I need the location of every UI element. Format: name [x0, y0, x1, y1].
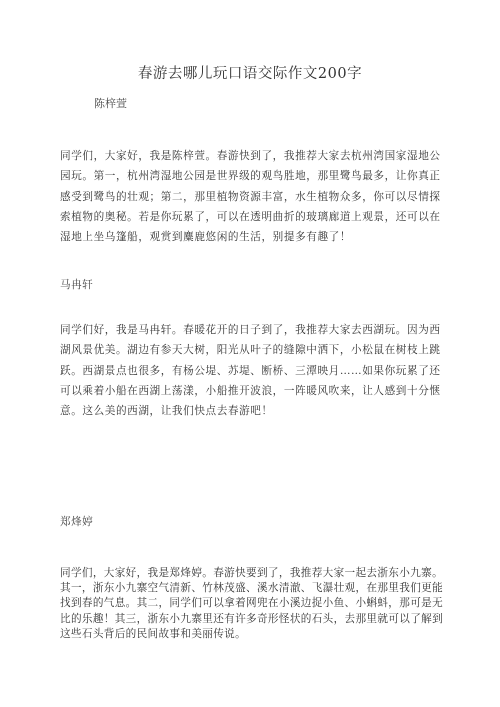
author-name: 郑烽婷: [60, 516, 94, 528]
paragraph-1: 同学们，大家好，我是陈梓萱。春游快到了，我推荐大家去杭州湾国家湿地公园玩。第一，杭州湾湿地公园是世界级的观鸟胜地，那里鹭鸟最多，让你真正感受到鹭鸟的壮观；第二，那里植物资源丰富，水生植物众多，你可以尽情探索植物的奥秘。若是你玩累了，可以在透明曲折的玻璃廊道上观景，还可以在湿地上坐乌篷船，观赏到麋鹿悠闲的生活，别提多有趣了！: [60, 150, 441, 244]
document-title: 春游去哪儿玩口语交际作文200字: [137, 66, 363, 82]
paragraph-2: 同学们好，我是马冉轩。春暖花开的日子到了，我推荐大家去西湖玩。因为西湖风景优美。湖边有参天大树，阳光从叶子的缝隙中洒下，小松鼠在树枝上跳跃。西湖景点也很多，有杨公堤、苏堤、断桥、三潭映月……如果你玩累了还可以乘着小船在西湖上荡漾，小船推开波浪，一阵暖风吹来，让人感到十分惬意。这么美的西湖，让我们快点去春游吧！: [60, 324, 441, 418]
author-name: 陈梓萱: [94, 97, 127, 110]
author-name: 马冉轩: [60, 279, 94, 291]
paragraph-3: 同学们，大家好，我是郑烽婷。春游快要到了，我推荐大家一起去浙东小九寨。其一，浙东小九寨空气清新、竹林茂盛、溪水清澈、飞瀑壮观，在那里我们更能找到春的气息。其二，同学们可以拿着网兜在小溪边捉小鱼、小蝌蚪，那可是无比的乐趣！其三，浙东小九寨里还有许多奇形怪状的石头，去那里就可以了解到这些石头背后的民间故事和美丽传说。: [60, 567, 444, 640]
